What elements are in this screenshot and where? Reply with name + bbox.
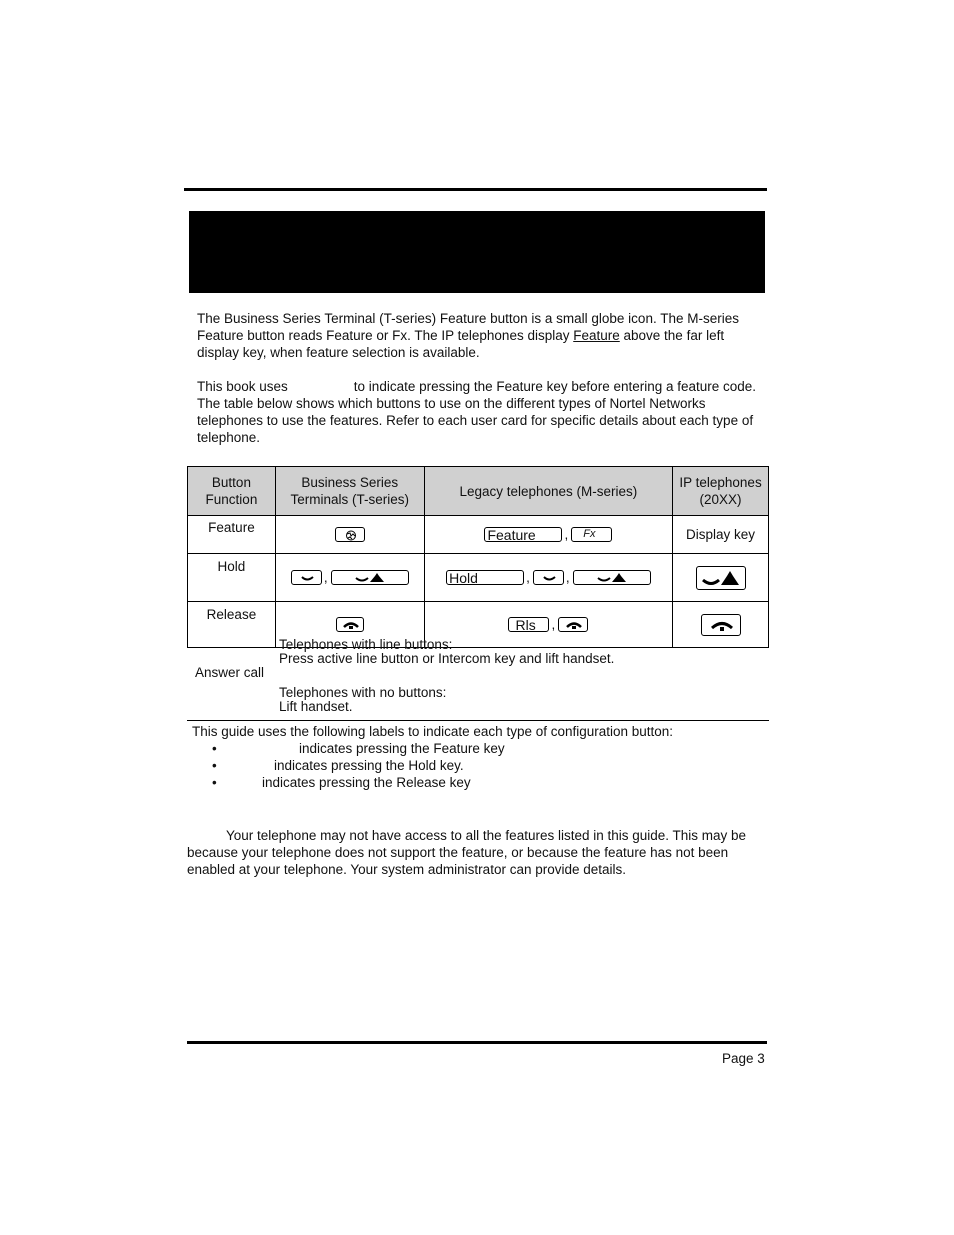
answer-call-row — [187, 634, 769, 721]
fx-key-label: Fx — [583, 528, 596, 541]
answer-no-buttons-heading: Telephones with no buttons: — [279, 685, 447, 700]
release-icon — [558, 617, 588, 632]
header-ip-telephones: IP telephones (20XX) — [673, 467, 769, 516]
hold-icon — [533, 570, 564, 585]
hold-icon — [291, 570, 322, 585]
intro-text-1: The Business Series Terminal (T-series) Feature button is a small globe icon. The M-series Feature button reads Feature or Fx. The IP telephones display — [197, 311, 739, 343]
fx-key — [571, 527, 612, 542]
header-m-series: Legacy telephones (M-series) — [424, 467, 672, 516]
comma: , — [564, 527, 569, 543]
ip-feature-cell: Display key — [673, 516, 769, 554]
row-label-feature: Feature — [188, 516, 276, 554]
list-item-feature: indicates pressing the Feature key — [299, 741, 505, 756]
list-item-release: indicates pressing the Release key — [262, 775, 471, 790]
usage-text-1: This book uses — [197, 379, 288, 394]
intro-text-2: above the far left display key, when feature selection is available. — [197, 328, 725, 360]
availability-note-text: Your telephone may not have access to all the features listed in this guide. This may be because your telephone does not support the feature, or because the feature has not been enabled at your telephone. Your system administrator can provide details. — [187, 828, 747, 877]
ip-hold-icon — [696, 566, 746, 590]
answer-call-label: Answer call — [195, 665, 265, 680]
globe-icon — [335, 527, 365, 542]
handset-hold-icon — [573, 570, 651, 585]
feature-key: Feature — [484, 527, 562, 542]
bullet: • — [212, 758, 217, 773]
m-series-hold-cell — [424, 554, 672, 602]
t-series-hold-cell — [275, 554, 424, 602]
bullet: • — [212, 741, 217, 756]
usage-paragraph — [197, 378, 762, 446]
labels-intro: This guide uses the following labels to indicate each type of configuration button: — [192, 724, 674, 739]
comma: , — [323, 570, 328, 586]
answer-line-buttons-heading: Telephones with line buttons: — [279, 637, 453, 652]
ip-hold-cell — [673, 554, 769, 602]
row-label-hold: Hold — [188, 554, 276, 602]
page-number: Page 3 — [722, 1051, 765, 1066]
table-row — [188, 516, 769, 554]
rls-key: Rls — [508, 617, 549, 632]
bullet: • — [212, 775, 217, 790]
bottom-rule — [187, 1041, 767, 1044]
usage-text-2: to indicate pressing the Feature key before entering a feature code. The table below shows which buttons to use on the different types of Nortel Networks telephones to use the features. Refer to each user card for specific details about each type of telephone. — [197, 379, 757, 445]
header-t-series: Business Series Terminals (T-series) — [275, 467, 424, 516]
table-header-row — [188, 467, 769, 516]
answer-line-buttons-text: Press active line button or Intercom key and lift handset. — [279, 651, 615, 666]
button-table — [187, 466, 769, 648]
availability-note — [187, 827, 767, 878]
m-series-feature-cell — [424, 516, 672, 554]
list-item-hold: indicates pressing the Hold key. — [274, 758, 464, 773]
feature-display-key-term: Feature — [573, 328, 620, 343]
comma: , — [526, 570, 530, 586]
comma: , — [565, 570, 570, 586]
release-icon — [336, 617, 364, 632]
top-rule — [184, 188, 767, 191]
handset-hold-icon — [331, 570, 409, 585]
header-button-function: Button Function — [188, 467, 276, 516]
answer-no-buttons-text: Lift handset. — [279, 699, 353, 714]
table-row — [188, 554, 769, 602]
row-label-release: Release — [188, 602, 276, 648]
ip-release-icon — [701, 614, 741, 636]
hold-key: Hold — [446, 570, 524, 585]
title-banner — [189, 211, 765, 293]
intro-paragraph — [197, 310, 762, 361]
comma: , — [551, 617, 556, 633]
t-series-feature-cell — [275, 516, 424, 554]
